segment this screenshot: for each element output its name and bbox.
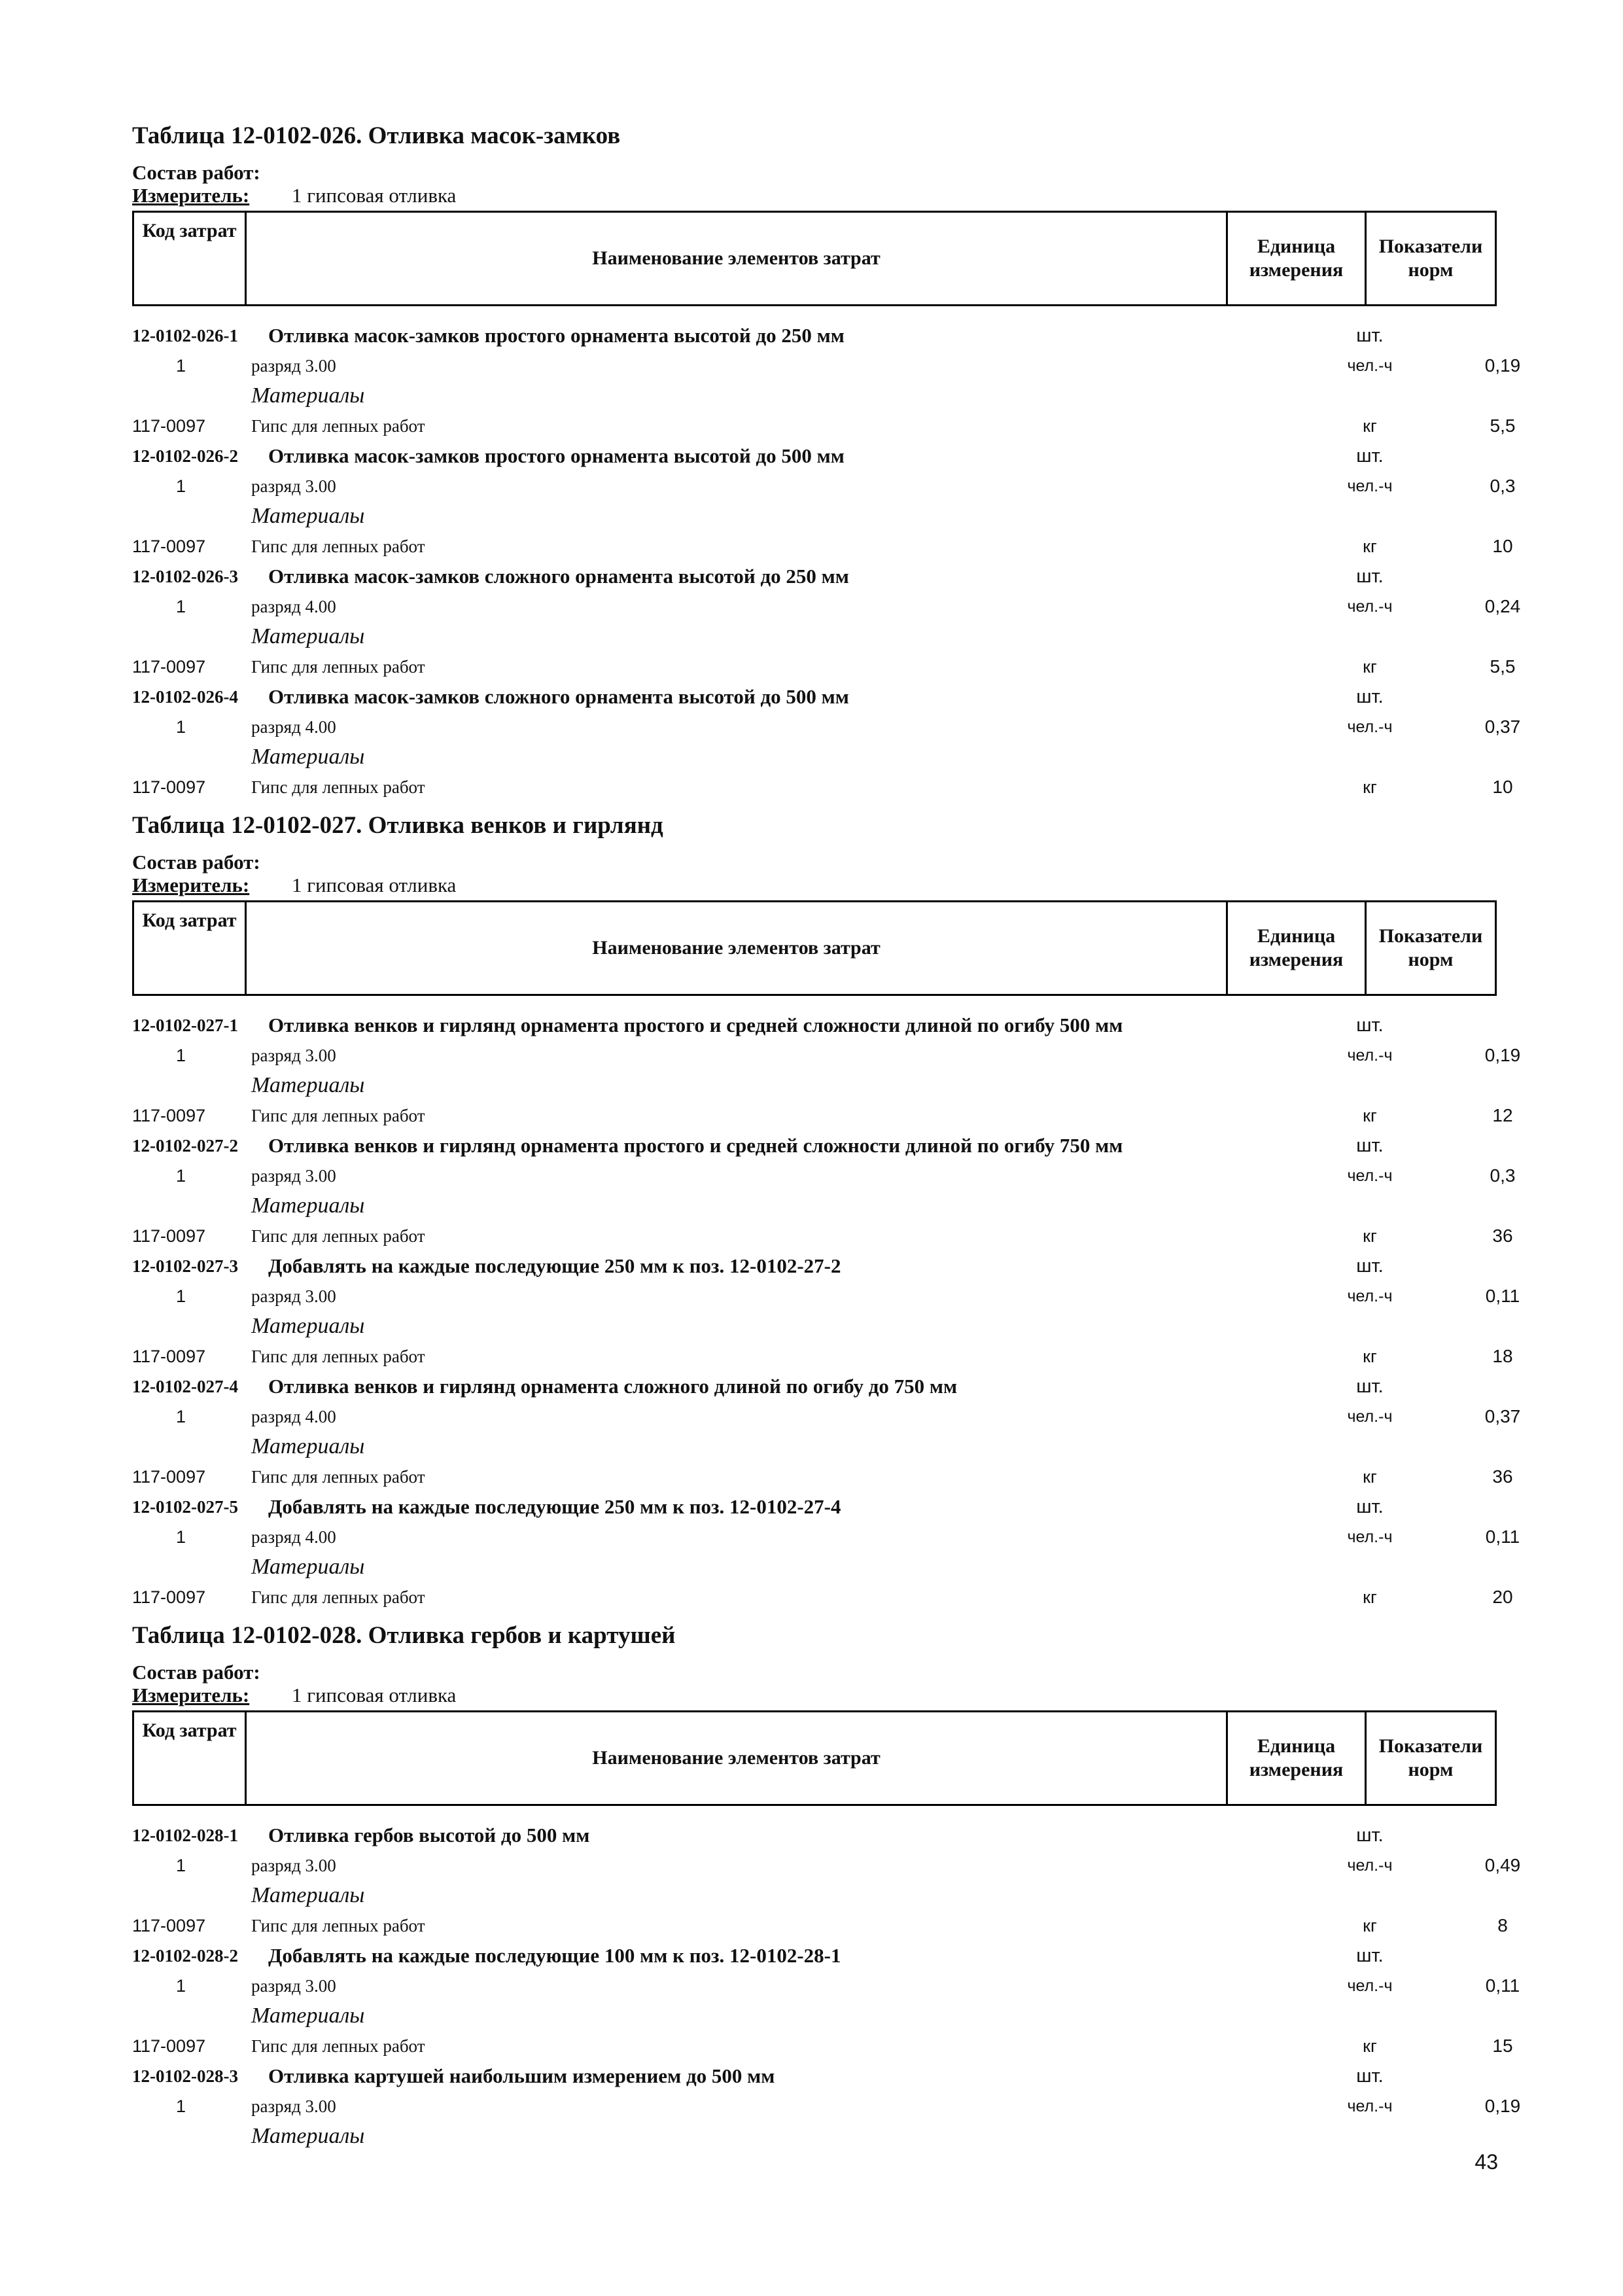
cost-code: 1 — [175, 1166, 186, 1186]
table-row — [132, 652, 1516, 682]
unit: шт. — [1356, 2066, 1384, 2087]
norm-value: 36 — [1492, 1226, 1513, 1246]
element-name: Гипс для лепных работ — [251, 416, 425, 436]
composition-label: Состав работ: — [132, 161, 260, 184]
cost-code: 12-0102-027-3 — [132, 1256, 238, 1276]
header-unit: Единица измерения — [1228, 213, 1367, 304]
meter-label: Измеритель: — [132, 184, 250, 207]
unit: чел.-ч — [1347, 2097, 1393, 2115]
norm-value: 0,11 — [1485, 1975, 1520, 1996]
table-body — [132, 1010, 1521, 1612]
norm-value: 0,37 — [1484, 1406, 1521, 1426]
cost-code: 117-0097 — [132, 1226, 206, 1246]
unit: шт. — [1356, 686, 1384, 707]
table-row — [132, 1251, 1497, 1281]
table-row — [132, 531, 1513, 561]
cost-code: 1 — [175, 1407, 186, 1426]
table-row — [132, 1850, 1521, 1881]
norm-value: 0,11 — [1485, 1527, 1520, 1547]
norm-value: 8 — [1497, 1915, 1508, 1935]
unit: чел.-ч — [1347, 1046, 1393, 1065]
cost-code: 1 — [175, 1976, 186, 1996]
cost-code: 117-0097 — [132, 2036, 206, 2056]
unit: чел.-ч — [1347, 718, 1393, 736]
table-row — [132, 1462, 1513, 1492]
table-row — [132, 501, 1497, 531]
element-name: Материалы — [251, 1314, 365, 1338]
composition-label: Состав работ: — [132, 851, 260, 874]
table-row — [132, 1582, 1513, 1612]
element-name: Материалы — [251, 2124, 365, 2148]
element-name: разряд 3.00 — [251, 1856, 336, 1875]
header-unit: Единица измерения — [1228, 1712, 1367, 1804]
element-name: Гипс для лепных работ — [251, 777, 425, 797]
table-row — [132, 712, 1521, 742]
table-header — [132, 900, 1497, 996]
table-row — [132, 1341, 1513, 1371]
table-row — [132, 1492, 1497, 1522]
element-name: Отливка венков и гирлянд орнамента простого и средней сложности длиной по огибу 750 мм — [268, 1134, 1123, 1157]
table-row — [132, 1402, 1521, 1432]
table-row — [132, 2091, 1521, 2121]
meter-line — [132, 874, 457, 897]
unit: кг — [1363, 657, 1377, 677]
norm-value: 0,19 — [1484, 2096, 1521, 2116]
cost-code: 12-0102-027-2 — [132, 1136, 238, 1156]
cost-code: 117-0097 — [132, 416, 206, 436]
unit: чел.-ч — [1347, 477, 1393, 495]
table-row — [132, 471, 1516, 501]
table-row — [132, 1191, 1497, 1221]
element-name: Гипс для лепных работ — [251, 1106, 425, 1125]
table-row — [132, 682, 1497, 712]
element-name: Добавлять на каждые последующие 100 мм к поз. 12-0102-28-1 — [268, 1944, 841, 1967]
element-name: Отливка картушей наибольшим измерением до 500 мм — [268, 2064, 775, 2087]
element-name: разряд 3.00 — [251, 2096, 336, 2116]
header-code: Код затрат — [134, 213, 247, 304]
norm-value: 10 — [1492, 536, 1513, 556]
table-row — [132, 2001, 1497, 2031]
table-row — [132, 2121, 1497, 2151]
norm-value: 5,5 — [1490, 415, 1516, 436]
table-row — [132, 1070, 1497, 1101]
meter-value: 1 гипсовая отливка — [292, 184, 457, 207]
table-row — [132, 1221, 1513, 1251]
element-name: Материалы — [251, 745, 365, 769]
element-name: Материалы — [251, 1555, 365, 1579]
table-row — [132, 561, 1497, 592]
unit: чел.-ч — [1347, 1528, 1393, 1546]
norm-value: 20 — [1492, 1587, 1513, 1607]
element-name: Материалы — [251, 1434, 365, 1458]
cost-code: 12-0102-026-4 — [132, 687, 238, 707]
composition-label: Состав работ: — [132, 1661, 260, 1684]
table-row — [132, 441, 1497, 471]
element-name: Материалы — [251, 1883, 365, 1907]
cost-code: 1 — [175, 1046, 186, 1065]
unit: шт. — [1356, 1496, 1384, 1517]
unit: кг — [1363, 537, 1377, 556]
table-row — [132, 742, 1497, 772]
table-row — [132, 1161, 1516, 1191]
table-title: Таблица 12-0102-026. Отливка масок-замков — [132, 122, 621, 149]
cost-code: 1 — [175, 2096, 186, 2116]
cost-code: 1 — [175, 356, 186, 376]
element-name: Отливка венков и гирлянд орнамента простого и средней сложности длиной по огибу 500 мм — [268, 1014, 1123, 1036]
header-norm: Показатели норм — [1378, 925, 1483, 970]
table-row — [132, 321, 1497, 351]
header-name: Наименование элементов затрат — [247, 902, 1228, 994]
meter-label: Измеритель: — [132, 1684, 250, 1706]
cost-code: 117-0097 — [132, 1347, 206, 1366]
norm-value: 15 — [1492, 2036, 1513, 2056]
header-name: Наименование элементов затрат — [247, 213, 1228, 304]
meter-value: 1 гипсовая отливка — [292, 874, 457, 896]
header-norm: Показатели норм — [1378, 236, 1483, 281]
element-name: Материалы — [251, 2004, 365, 2028]
table-body — [132, 1820, 1521, 2151]
header-unit: Единица измерения — [1228, 902, 1367, 994]
cost-code: 1 — [175, 597, 186, 616]
unit: шт. — [1356, 1015, 1384, 1036]
norm-value: 0,19 — [1484, 355, 1521, 376]
unit: чел.-ч — [1347, 357, 1393, 375]
table-row — [132, 1552, 1497, 1582]
element-name: разряд 4.00 — [251, 1407, 336, 1426]
unit: шт. — [1356, 1376, 1384, 1397]
meter-value: 1 гипсовая отливка — [292, 1684, 457, 1706]
cost-code: 117-0097 — [132, 537, 206, 556]
norm-value: 36 — [1492, 1466, 1513, 1487]
cost-code: 12-0102-026-3 — [132, 567, 238, 586]
table-row — [132, 592, 1521, 622]
cost-code: 1 — [175, 717, 186, 737]
cost-code: 1 — [175, 1286, 186, 1306]
cost-code: 1 — [175, 476, 186, 496]
element-name: Отливка масок-замков простого орнамента высотой до 250 мм — [268, 324, 845, 347]
table-row — [132, 2061, 1497, 2091]
element-name: Гипс для лепных работ — [251, 657, 425, 677]
unit: кг — [1363, 1347, 1377, 1366]
unit: кг — [1363, 2036, 1377, 2056]
unit: чел.-ч — [1347, 1856, 1393, 1875]
table-row — [132, 2031, 1513, 2061]
table-body — [132, 321, 1521, 802]
norm-value: 0,49 — [1484, 1855, 1521, 1875]
element-name: Гипс для лепных работ — [251, 1226, 425, 1246]
table-row — [132, 622, 1497, 652]
cost-code: 1 — [175, 1527, 186, 1547]
norm-value: 12 — [1492, 1105, 1513, 1125]
meter-label: Измеритель: — [132, 874, 250, 896]
cost-code: 12-0102-027-5 — [132, 1497, 238, 1517]
cost-code: 117-0097 — [132, 1467, 206, 1487]
header-code: Код затрат — [134, 902, 247, 994]
cost-code: 12-0102-026-1 — [132, 326, 238, 345]
table-row — [132, 1941, 1497, 1971]
norm-value: 0,19 — [1484, 1045, 1521, 1065]
unit: кг — [1363, 416, 1377, 436]
unit: кг — [1363, 1467, 1377, 1487]
cost-code: 1 — [175, 1856, 186, 1875]
norm-value: 18 — [1492, 1346, 1513, 1366]
header-code: Код затрат — [134, 1712, 247, 1804]
cost-code: 117-0097 — [132, 777, 206, 797]
table-row — [132, 1881, 1497, 1911]
unit: шт. — [1356, 1945, 1384, 1966]
element-name: Гипс для лепных работ — [251, 1916, 425, 1935]
table-row — [132, 772, 1513, 802]
element-name: Гипс для лепных работ — [251, 1347, 425, 1366]
header-name: Наименование элементов затрат — [247, 1712, 1228, 1804]
element-name: Отливка масок-замков сложного орнамента высотой до 500 мм — [268, 685, 849, 708]
table-row — [132, 1432, 1497, 1462]
table-row — [132, 1010, 1497, 1040]
element-name: Отливка венков и гирлянд орнамента сложного длиной по огибу до 750 мм — [268, 1375, 958, 1398]
cost-code: 117-0097 — [132, 1587, 206, 1607]
unit: шт. — [1356, 1256, 1384, 1277]
table-row — [132, 1281, 1520, 1311]
element-name: Материалы — [251, 1073, 365, 1097]
element-name: Материалы — [251, 1193, 365, 1218]
table-title: Таблица 12-0102-027. Отливка венков и гирлянд — [132, 812, 663, 839]
element-name: Гипс для лепных работ — [251, 2036, 425, 2056]
element-name: Отливка масок-замков простого орнамента высотой до 500 мм — [268, 444, 845, 467]
element-name: Гипс для лепных работ — [251, 537, 425, 556]
unit: шт. — [1356, 446, 1384, 467]
meter-line — [132, 184, 457, 207]
unit: кг — [1363, 1916, 1377, 1935]
norm-value: 0,3 — [1490, 476, 1516, 496]
element-name: разряд 3.00 — [251, 1286, 336, 1306]
table-row — [132, 1820, 1497, 1850]
cost-code: 12-0102-027-1 — [132, 1016, 238, 1035]
cost-code: 12-0102-028-3 — [132, 2066, 238, 2086]
norm-value: 0,11 — [1485, 1286, 1520, 1306]
table-row — [132, 411, 1516, 441]
cost-code: 12-0102-028-1 — [132, 1826, 238, 1845]
unit: кг — [1363, 1587, 1377, 1607]
table-row — [132, 1101, 1513, 1131]
cost-code: 117-0097 — [132, 657, 206, 677]
element-name: разряд 3.00 — [251, 356, 336, 376]
norm-value: 0,3 — [1490, 1165, 1516, 1186]
unit: чел.-ч — [1347, 597, 1393, 616]
element-name: Добавлять на каждые последующие 250 мм к поз. 12-0102-27-2 — [268, 1254, 841, 1277]
table-row — [132, 1971, 1520, 2001]
element-name: разряд 3.00 — [251, 1166, 336, 1186]
element-name: разряд 4.00 — [251, 1527, 336, 1547]
cost-code: 12-0102-027-4 — [132, 1377, 238, 1396]
unit: кг — [1363, 777, 1377, 797]
table-header — [132, 211, 1497, 306]
table-row — [132, 1131, 1497, 1161]
cost-code: 117-0097 — [132, 1106, 206, 1125]
unit: чел.-ч — [1347, 1407, 1393, 1426]
norm-value: 0,37 — [1484, 716, 1521, 737]
page-number: 43 — [1475, 2150, 1498, 2174]
element-name: Добавлять на каждые последующие 250 мм к поз. 12-0102-27-4 — [268, 1495, 841, 1518]
element-name: разряд 3.00 — [251, 1976, 336, 1996]
element-name: разряд 4.00 — [251, 597, 336, 616]
unit: чел.-ч — [1347, 1287, 1393, 1305]
table-row — [132, 351, 1521, 381]
table-row — [132, 1522, 1520, 1552]
element-name: Гипс для лепных работ — [251, 1587, 425, 1607]
unit: кг — [1363, 1106, 1377, 1125]
norm-value: 0,24 — [1484, 596, 1521, 616]
unit: шт. — [1356, 325, 1384, 346]
element-name: Материалы — [251, 504, 365, 528]
unit: шт. — [1356, 566, 1384, 587]
table-title: Таблица 12-0102-028. Отливка гербов и картушей — [132, 1622, 676, 1649]
cost-code: 12-0102-028-2 — [132, 1946, 238, 1966]
element-name: разряд 3.00 — [251, 1046, 336, 1065]
element-name: Материалы — [251, 383, 365, 408]
element-name: Отливка гербов высотой до 500 мм — [268, 1824, 590, 1846]
table-row — [132, 381, 1497, 411]
element-name: Гипс для лепных работ — [251, 1467, 425, 1487]
table-row — [132, 1371, 1497, 1402]
element-name: разряд 4.00 — [251, 717, 336, 737]
table-row — [132, 1311, 1497, 1341]
unit: шт. — [1356, 1825, 1384, 1846]
table-header — [132, 1710, 1497, 1806]
unit: кг — [1363, 1226, 1377, 1246]
table-row — [132, 1911, 1508, 1941]
unit: чел.-ч — [1347, 1167, 1393, 1185]
element-name: Материалы — [251, 624, 365, 648]
unit: шт. — [1356, 1135, 1384, 1156]
cost-code: 12-0102-026-2 — [132, 446, 238, 466]
header-norm: Показатели норм — [1378, 1735, 1483, 1780]
element-name: разряд 3.00 — [251, 476, 336, 496]
unit: чел.-ч — [1347, 1977, 1393, 1995]
table-row — [132, 1040, 1521, 1070]
element-name: Отливка масок-замков сложного орнамента высотой до 250 мм — [268, 565, 849, 588]
norm-value: 5,5 — [1490, 656, 1516, 677]
cost-code: 117-0097 — [132, 1916, 206, 1935]
norm-value: 10 — [1492, 777, 1513, 797]
meter-line — [132, 1684, 457, 1707]
